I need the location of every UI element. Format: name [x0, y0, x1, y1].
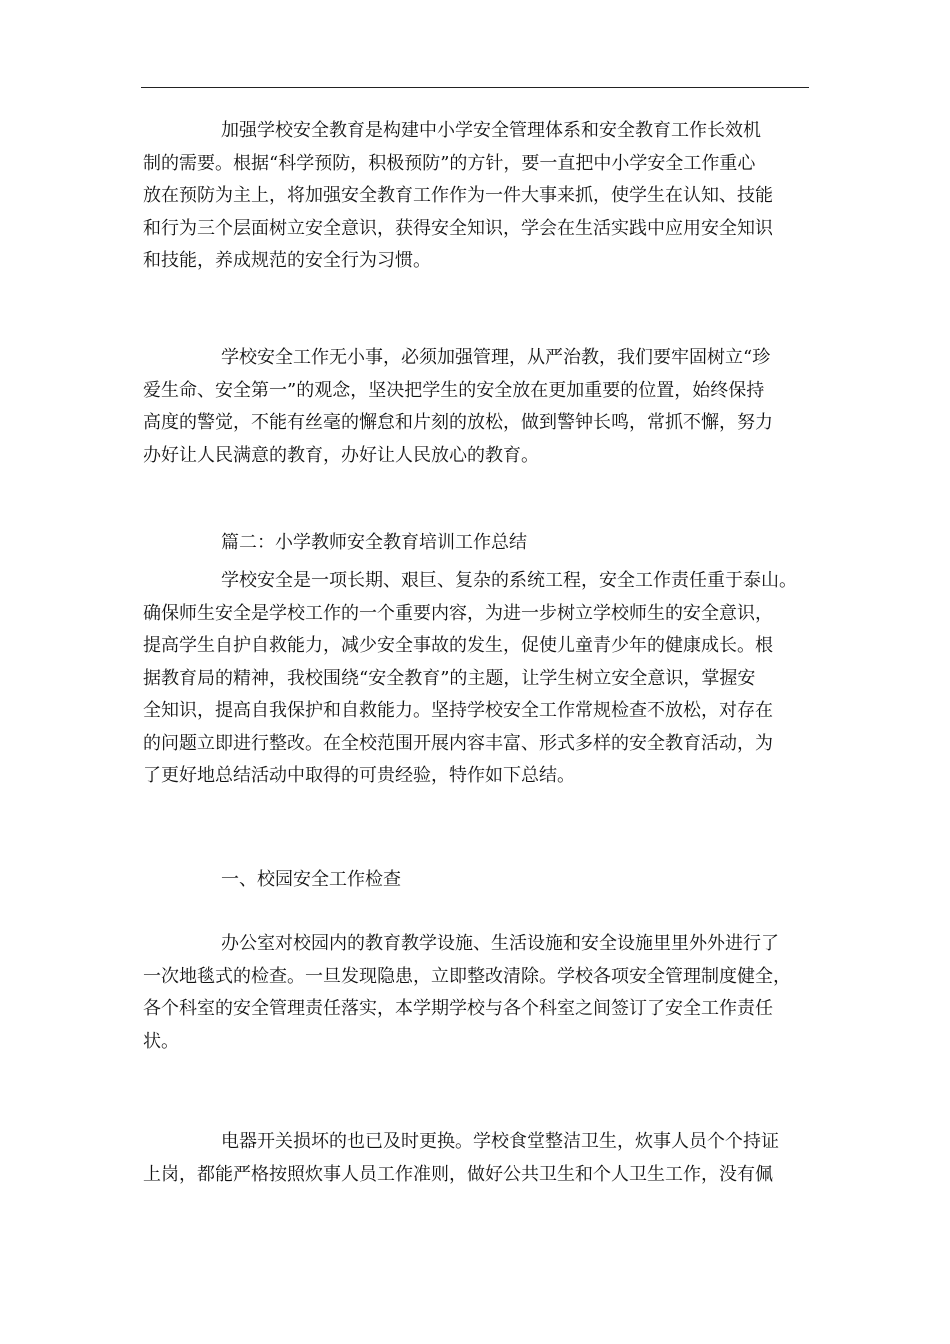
text-line: 办好让人民满意的教育，办好让人民放心的教育。 [143, 444, 539, 466]
subsection-title: 一、校园安全工作检查 [221, 869, 401, 890]
text-line: 了更好地总结活动中取得的可贵经验，特作如下总结。 [143, 765, 575, 786]
section-title: 篇二：小学教师安全教育培训工作总结 [221, 532, 527, 553]
text-line: 加强学校安全教育是构建中小学安全管理体系和安全教育工作长效机 [221, 120, 761, 141]
text-line: 上岗，都能严格按照炊事人员工作准则，做好公共卫生和个人卫生工作，没有佩 [143, 1163, 773, 1185]
text-line: 办公室对校园内的教育教学设施、生活设施和安全设施里里外外进行了 [221, 933, 779, 954]
text-line: 放在预防为主上，将加强安全教育工作作为一件大事来抓，使学生在认知、技能 [143, 185, 773, 206]
paragraph-3 [143, 565, 809, 793]
text-line: 一次地毯式的检查。一旦发现隐患，立即整改清除。学校各项安全管理制度健全， [143, 965, 791, 987]
paragraph-2 [143, 342, 809, 472]
text-line: 各个科室的安全管理责任落实，本学期学校与各个科室之间签订了安全工作责任 [143, 998, 773, 1019]
header-rule [141, 87, 809, 88]
text-line: 状。 [143, 1030, 179, 1052]
paragraph-4 [143, 928, 809, 1058]
text-line: 学校安全工作无小事，必须加强管理，从严治教，我们要牢固树立“珍 [221, 347, 771, 368]
text-line: 和技能，养成规范的安全行为习惯。 [143, 250, 431, 271]
text-line: 全知识，提高自我保护和自救能力。坚持学校安全工作常规检查不放松，对存在 [143, 700, 773, 721]
text-line: 制的需要。根据“科学预防，积极预防”的方针，要一直把中小学安全工作重心 [143, 152, 756, 174]
text-line: 提高学生自护自救能力，减少安全事故的发生，促使儿童青少年的健康成长。根 [143, 635, 773, 656]
text-line: 和行为三个层面树立安全意识，获得安全知识，学会在生活实践中应用安全知识 [143, 217, 773, 239]
text-line: 电器开关损坏的也已及时更换。学校食堂整洁卫生，炊事人员个个持证 [221, 1131, 779, 1152]
paragraph-5 [143, 1126, 809, 1191]
text-line: 确保师生安全是学校工作的一个重要内容，为进一步树立学校师生的安全意识， [143, 602, 773, 624]
text-line: 高度的警觉，不能有丝毫的懈怠和片刻的放松，做到警钟长鸣，常抓不懈，努力 [143, 412, 773, 433]
paragraph-1 [143, 115, 809, 278]
text-line: 学校安全是一项长期、艰巨、复杂的系统工程，安全工作责任重于泰山。 [221, 570, 797, 591]
text-line: 爱生命、安全第一”的观念，坚决把学生的安全放在更加重要的位置，始终保持 [143, 379, 765, 401]
text-line: 的问题立即进行整改。在全校范围开展内容丰富、形式多样的安全教育活动，为 [143, 732, 773, 754]
text-line: 据教育局的精神，我校围绕“安全教育”的主题，让学生树立安全意识，掌握安 [143, 667, 756, 689]
